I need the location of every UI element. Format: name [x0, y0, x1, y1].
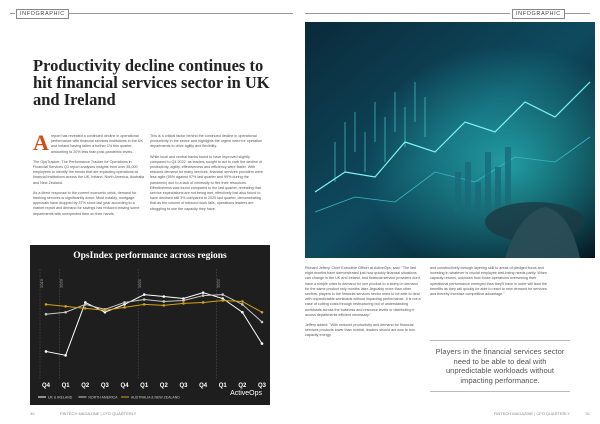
data-point — [241, 311, 244, 314]
data-point — [143, 298, 146, 301]
page-number-right: 31 — [585, 411, 590, 416]
paragraph: and constructively through layering skill to areas of pledged focus and investing in whatever is crucial employee well-being needs partly. When capacity returns, unknown how those operations overseeing their operational performance emerged than they'll have in order will lead the benefits as they will quickly be able to react to new demand for services and thereby increase competitive advantage." — [430, 266, 547, 297]
x-tick-label: Q4 — [41, 383, 51, 389]
x-tick-label: Q2 — [81, 383, 90, 389]
x-tick-label: Q1 — [61, 383, 70, 389]
right-column-2 — [430, 266, 548, 311]
year-label: 2019 — [39, 279, 44, 288]
data-point — [143, 303, 146, 306]
data-point — [64, 305, 67, 308]
paragraph: The OpsTracker: The Performance Tracker for Operations in Financial Services Q3 report analyses insights from over 35,000 employees to identify the trends that are impacting operations at financial institutions across the UK, Ireland, North America, Australia and New Zealand. — [33, 159, 145, 185]
paragraph: Richard Jeffery, Chief Executive Officer at ActiveOps, said: "The last eight months have demonstrated just how quickly financial situations can change in the UK and Ireland, and financial service providers don't have a simple crisis to demand for one product to a slump in demand for the same product only months later. Arguably more than other sectors, players in the financial services sector need to be able to deal with unpredictable workloads without impacting performance. It is not a case of cutting costs through restructuring but of understanding workloads across the business and resource levels or distributing it across departments efficient necessary." — [305, 266, 421, 317]
x-tick-label: Q3 — [100, 383, 109, 389]
data-point — [202, 291, 205, 294]
legend-label: NORTH AMERICA — [88, 395, 118, 400]
x-tick-label: Q3 — [257, 383, 267, 389]
data-point — [84, 303, 87, 306]
series-line — [46, 300, 262, 312]
chart-svg — [30, 245, 270, 405]
data-point — [241, 300, 244, 303]
data-point — [123, 301, 126, 304]
data-point — [163, 300, 166, 303]
data-point — [123, 306, 126, 309]
paragraph: As a direct response to the current economic crisis, demand for banking services is significantly down. Most notably, mortgage approvals have dropped by 37% since last year according to a market report and demand for savings has reduced leaving some departments with unexpected time on their hands. — [33, 190, 140, 216]
x-tick-label: Q1 — [218, 383, 227, 389]
data-point — [221, 293, 224, 296]
data-point — [64, 311, 67, 314]
legend-label: AUSTRALIA & NEW ZEALAND — [131, 395, 180, 400]
header-rule — [565, 13, 590, 14]
data-point — [45, 313, 48, 316]
chart-title: OpsIndex performance across regions — [73, 251, 227, 261]
year-label: 2020 — [58, 279, 64, 288]
header-rule — [10, 13, 15, 14]
paragraph: Areport has revealed a continued decline in operational performance with financial services institutions in the UK and Ireland having fallen a further 1% this quarter, amounting to 20% less than post-pandemic levels. — [33, 134, 143, 155]
data-point — [182, 299, 185, 302]
data-point — [202, 294, 205, 297]
x-tick-label: Q4 — [120, 383, 129, 389]
data-point — [45, 303, 48, 306]
hero-image — [305, 22, 595, 258]
data-point — [241, 303, 244, 306]
series-line — [46, 295, 262, 322]
article-column-2 — [150, 134, 265, 242]
data-point — [163, 304, 166, 307]
series-line — [46, 293, 262, 356]
year-label: 2021 — [137, 279, 143, 288]
x-tick-label: Q1 — [140, 383, 149, 389]
x-tick-label: Q2 — [238, 383, 247, 389]
paragraph: Jeffery added: "With reduced productivity and demand for financial services products lower than normal, leaders should act now to turn capacity energy — [305, 323, 416, 338]
x-tick-label: Q2 — [159, 383, 168, 389]
drop-cap: A — [33, 134, 49, 155]
data-point — [182, 302, 185, 305]
paragraph: This is a critical factor behind the continued decline in operational productivity in the sector and highlights the urgent need for operation departments to drive agility and flexibility. — [150, 134, 263, 149]
footer-magazine-left: FINTECH MAGAZINE | CFO QUARTERLY — [60, 411, 137, 416]
data-point — [261, 311, 264, 314]
data-point — [221, 299, 224, 302]
section-tag: INFOGRAPHIC — [512, 9, 565, 19]
data-point — [143, 293, 146, 296]
page-number-left: 30 — [30, 411, 35, 416]
x-tick-label: Q3 — [179, 383, 188, 389]
paragraph: While local and central banks found to have improved slightly compared to Q4 2022, as leaders sought to act to curb the decline of productivity, agility, effectiveness and efficiency were faster. With reduced demand for many services, financial services providers were less agile (55% against 97% last quarter and 99% during the pandemic) due to a lack of necessity to flex their resources. Effectiveness was found compared to the last quarter, revealing that service expectations are not being met, effectively lost also found to have declined still 3% compared to 2020 last quarter, demonstrating that as the volume of inbound work falls, operations leaders are struggling to use the capacity they have. — [150, 154, 263, 211]
brand-logo: ActiveOps — [230, 390, 262, 397]
header-rule — [305, 13, 510, 14]
data-point — [261, 342, 264, 345]
year-label: 2022 — [215, 279, 221, 288]
opsindex-chart — [30, 245, 270, 405]
data-point — [163, 295, 166, 298]
footer-magazine-right: FINTECH MAGAZINE | CFO QUARTERLY — [493, 411, 570, 416]
right-column-1 — [305, 266, 423, 411]
header-rule — [68, 13, 293, 14]
data-point — [45, 350, 48, 353]
data-point — [104, 309, 107, 312]
data-point — [261, 321, 264, 324]
data-point — [64, 354, 67, 357]
legend-label: UK & IRELAND — [48, 395, 73, 400]
pull-quote: Players in the financial services sector need to be able to deal with unpredictable workloads without impacting performance. — [430, 340, 570, 392]
x-tick-label: Q4 — [199, 383, 208, 389]
article-column-1 — [33, 134, 145, 242]
section-tag: INFOGRAPHIC — [16, 9, 69, 19]
article-title: Productivity decline continues to hit financial services sector in UK and Ireland — [33, 56, 270, 109]
data-point — [84, 307, 87, 310]
data-point — [202, 301, 205, 304]
